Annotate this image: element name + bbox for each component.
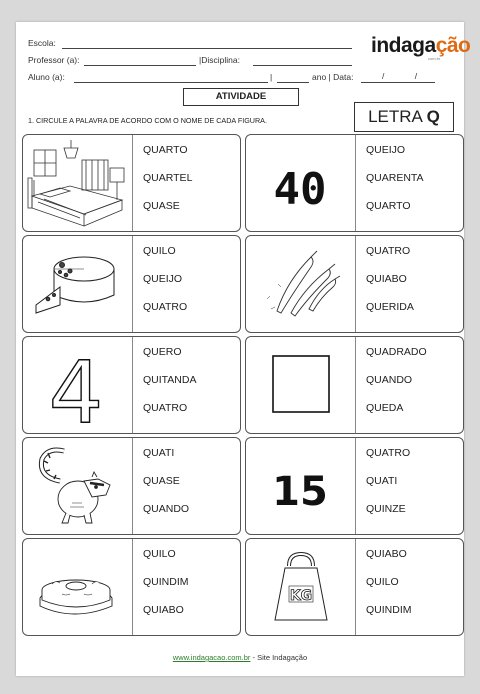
worksheet-page [16,22,471,676]
word-option[interactable]: QUARTEL [143,172,193,184]
weight-picture [249,542,352,632]
word-option[interactable]: QUEIJO [143,273,183,285]
student-label: Aluno (a): [28,72,65,82]
okra-picture [249,239,352,329]
year-field[interactable] [277,82,309,83]
word-option[interactable]: QUIABO [366,273,407,285]
word-card-square [245,336,464,434]
student-field[interactable] [74,82,268,83]
word-card-coati [22,437,241,535]
word-option[interactable]: QUITANDA [143,374,197,386]
word-option[interactable]: QUIABO [143,604,184,616]
number-label: 40 [273,164,327,215]
word-option[interactable]: QUINDIM [366,604,412,616]
separator: | [270,72,273,82]
word-card-40 [245,134,464,232]
word-option[interactable]: QUATRO [366,245,411,257]
number-40-picture [249,138,352,228]
school-field[interactable] [62,48,352,49]
bedroom-picture [26,138,129,228]
subject-field[interactable] [253,65,352,66]
school-label: Escola: [28,38,56,48]
footer-suffix: - Site Indagação [250,653,308,662]
number-label: 15 [272,469,328,515]
word-option[interactable]: QUERO [143,346,182,358]
activity-title: ATIVIDADE [183,88,299,106]
word-option[interactable]: QUILO [143,548,176,560]
quindim-picture [26,542,129,632]
teacher-field[interactable] [84,65,196,66]
word-option[interactable]: QUILO [366,576,399,588]
word-option[interactable]: QUASE [143,200,180,212]
word-option[interactable]: QUASE [143,475,180,487]
word-option[interactable]: QUINZE [366,503,406,515]
footer-link[interactable]: www.indagacao.com.br [172,653,251,662]
word-option[interactable]: QUIABO [366,548,407,560]
date-field[interactable] [361,82,435,83]
number-15-picture [249,441,352,531]
word-card-bedroom [22,134,241,232]
footer [16,653,464,662]
word-option[interactable]: QUATRO [143,301,188,313]
coati-picture [26,441,129,531]
teacher-label: Professor (a): [28,55,80,65]
weight-label: KG [289,588,313,604]
date-slashes: / / [382,71,432,81]
word-card-okra [245,235,464,333]
word-option[interactable]: QUERIDA [366,301,414,313]
square-picture [249,340,352,430]
subject-label: |Disciplina: [199,55,240,65]
word-card-weight [245,538,464,636]
word-option[interactable]: QUINDIM [143,576,189,588]
number-label: 4 [48,343,104,430]
word-option[interactable]: QUATRO [366,447,411,459]
word-option[interactable]: QUADRADO [366,346,427,358]
word-option[interactable]: QUANDO [143,503,190,515]
word-option[interactable]: QUATI [366,475,398,487]
word-card-4 [22,336,241,434]
cheese-picture [26,239,129,329]
word-option[interactable]: QUARTO [366,200,411,212]
word-option[interactable]: QUILO [143,245,176,257]
word-option[interactable]: QUARENTA [366,172,424,184]
word-option[interactable]: QUARTO [143,144,188,156]
word-option[interactable]: QUATI [143,447,175,459]
instruction-text: 1. CIRCULE A PALAVRA DE ACORDO COM O NOME DE CADA FIGURA. [28,116,267,125]
word-option[interactable]: QUATRO [143,402,188,414]
word-card-15 [245,437,464,535]
word-option[interactable]: QUEIJO [366,144,406,156]
number-4-picture [26,340,129,430]
logo-subtitle: com.br [428,56,441,61]
word-card-quindim [22,538,241,636]
word-option[interactable]: QUANDO [366,374,413,386]
indagacao-logo: indagação [371,34,471,57]
word-option[interactable]: QUEDA [366,402,404,414]
letter-box: LETRA Q [354,102,454,132]
year-date-label: ano | Data: [312,72,354,82]
word-card-cheese [22,235,241,333]
